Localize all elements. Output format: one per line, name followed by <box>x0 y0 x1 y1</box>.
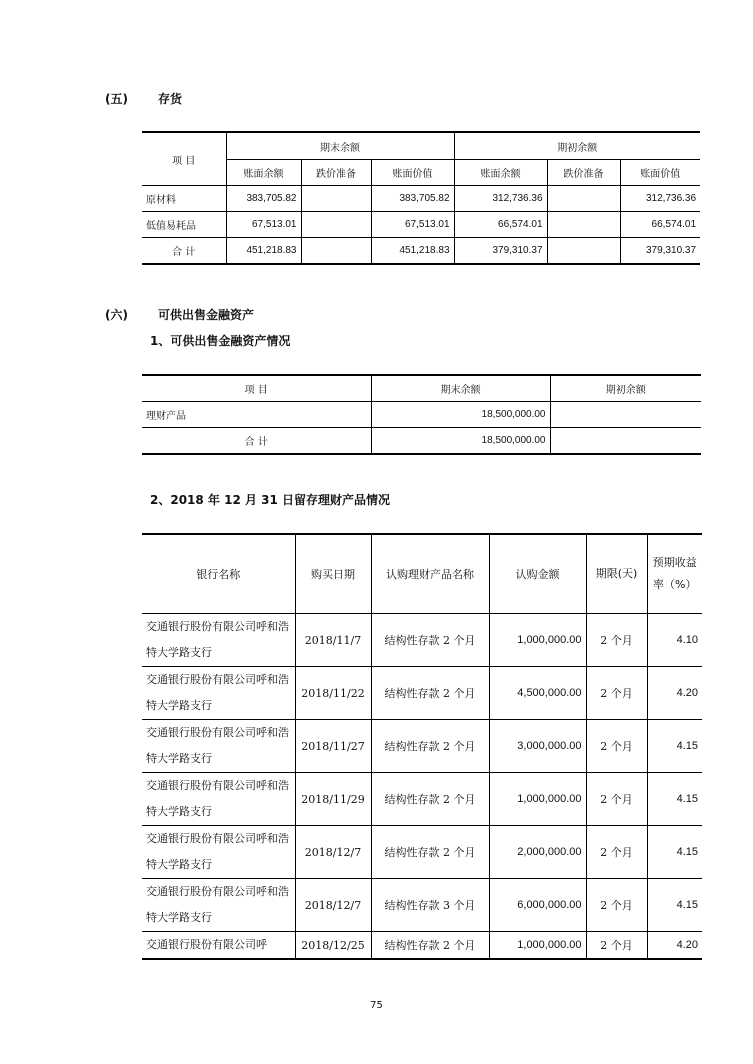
row-label: 原材料 <box>142 186 226 212</box>
product-name: 结构性存款 2 个月 <box>371 614 489 667</box>
cell-value: 18,500,000.00 <box>371 402 550 428</box>
rate: 4.15 <box>647 879 702 932</box>
purchase-date: 2018/12/7 <box>295 879 371 932</box>
term: 2 个月 <box>586 614 647 667</box>
section-5-number: (五) <box>105 92 128 106</box>
cell-value <box>550 428 701 455</box>
sub-header: 账面余额 <box>454 160 547 186</box>
table-row <box>142 212 700 238</box>
header-term: 期限(天) <box>586 534 647 614</box>
cell-value: 383,705.82 <box>371 186 454 212</box>
rate: 4.20 <box>647 667 702 720</box>
sub-header: 跌价准备 <box>547 160 620 186</box>
cell-value: 312,736.36 <box>454 186 547 212</box>
cell-value: 18,500,000.00 <box>371 428 550 455</box>
header-begin-balance: 期初余额 <box>550 375 701 402</box>
row-label: 理财产品 <box>142 402 371 428</box>
table-row <box>142 402 701 428</box>
section-6-number: (六) <box>105 308 128 322</box>
bank-name: 交通银行股份有限公司呼和浩特大学路支行 <box>142 720 295 773</box>
bank-name: 交通银行股份有限公司呼和浩特大学路支行 <box>142 667 295 720</box>
cell-value <box>547 238 620 265</box>
purchase-date: 2018/11/7 <box>295 614 371 667</box>
header-bank: 银行名称 <box>142 534 295 614</box>
header-date: 购买日期 <box>295 534 371 614</box>
purchase-date: 2018/11/22 <box>295 667 371 720</box>
sub-header: 账面价值 <box>371 160 454 186</box>
cell-value <box>547 186 620 212</box>
table-row <box>142 667 702 720</box>
inventory-item-header: 项 目 <box>142 132 226 186</box>
table-row-total <box>142 238 700 265</box>
table-header-row <box>142 375 701 402</box>
product-name: 结构性存款 2 个月 <box>371 667 489 720</box>
table-row-total <box>142 428 701 455</box>
table-row <box>142 932 702 960</box>
bank-name: 交通银行股份有限公司呼和浩特大学路支行 <box>142 826 295 879</box>
cell-value <box>547 212 620 238</box>
amount: 1,000,000.00 <box>489 773 586 826</box>
sub-header: 跌价准备 <box>301 160 371 186</box>
table-row <box>142 720 702 773</box>
product-name: 结构性存款 2 个月 <box>371 826 489 879</box>
product-name: 结构性存款 2 个月 <box>371 932 489 960</box>
subsection-1-title: 1、可供出售金融资产情况 <box>150 334 291 348</box>
bank-name: 交通银行股份有限公司呼 <box>142 932 295 960</box>
product-name: 结构性存款 2 个月 <box>371 720 489 773</box>
cell-value: 379,310.37 <box>620 238 700 265</box>
sub-header: 账面价值 <box>620 160 700 186</box>
amount: 1,000,000.00 <box>489 932 586 960</box>
table-header-row <box>142 534 702 614</box>
row-label: 合 计 <box>142 428 371 455</box>
amount: 1,000,000.00 <box>489 614 586 667</box>
product-name: 结构性存款 2 个月 <box>371 773 489 826</box>
row-label: 合 计 <box>142 238 226 265</box>
cell-value: 451,218.83 <box>226 238 301 265</box>
table-row <box>142 879 702 932</box>
rate: 4.15 <box>647 720 702 773</box>
cell-value <box>301 186 371 212</box>
cell-value: 451,218.83 <box>371 238 454 265</box>
inventory-begin-balance-header: 期初余额 <box>454 132 700 160</box>
rate: 4.20 <box>647 932 702 960</box>
bank-name: 交通银行股份有限公司呼和浩特大学路支行 <box>142 614 295 667</box>
cell-value <box>550 402 701 428</box>
amount: 2,000,000.00 <box>489 826 586 879</box>
cell-value: 66,574.01 <box>620 212 700 238</box>
rate: 4.15 <box>647 826 702 879</box>
purchase-date: 2018/12/25 <box>295 932 371 960</box>
header-rate: 预期收益率（%） <box>647 534 702 614</box>
term: 2 个月 <box>586 879 647 932</box>
inventory-end-balance-header: 期末余额 <box>226 132 454 160</box>
header-end-balance: 期末余额 <box>371 375 550 402</box>
subsection-2-title: 2、2018 年 12 月 31 日留存理财产品情况 <box>150 493 391 507</box>
cell-value <box>301 212 371 238</box>
cell-value: 379,310.37 <box>454 238 547 265</box>
product-name: 结构性存款 3 个月 <box>371 879 489 932</box>
cell-value: 67,513.01 <box>371 212 454 238</box>
header-product: 认购理财产品名称 <box>371 534 489 614</box>
sub-header: 账面余额 <box>226 160 301 186</box>
bank-name: 交通银行股份有限公司呼和浩特大学路支行 <box>142 773 295 826</box>
table-row <box>142 186 700 212</box>
header-item: 项 目 <box>142 375 371 402</box>
term: 2 个月 <box>586 932 647 960</box>
section-6-title: 可供出售金融资产 <box>158 308 255 322</box>
bank-name: 交通银行股份有限公司呼和浩特大学路支行 <box>142 879 295 932</box>
wealth-products-table <box>142 533 702 960</box>
inventory-table <box>142 131 700 265</box>
cell-value: 312,736.36 <box>620 186 700 212</box>
row-label: 低值易耗品 <box>142 212 226 238</box>
table-row <box>142 826 702 879</box>
amount: 3,000,000.00 <box>489 720 586 773</box>
page-number: 75 <box>370 1000 383 1011</box>
header-amount: 认购金额 <box>489 534 586 614</box>
amount: 6,000,000.00 <box>489 879 586 932</box>
cell-value: 66,574.01 <box>454 212 547 238</box>
purchase-date: 2018/12/7 <box>295 826 371 879</box>
amount: 4,500,000.00 <box>489 667 586 720</box>
table-row <box>142 773 702 826</box>
cell-value: 67,513.01 <box>226 212 301 238</box>
term: 2 个月 <box>586 720 647 773</box>
purchase-date: 2018/11/27 <box>295 720 371 773</box>
purchase-date: 2018/11/29 <box>295 773 371 826</box>
section-5-title: 存货 <box>158 92 183 106</box>
term: 2 个月 <box>586 773 647 826</box>
term: 2 个月 <box>586 826 647 879</box>
rate: 4.15 <box>647 773 702 826</box>
cell-value <box>301 238 371 265</box>
table-row <box>142 614 702 667</box>
afs-summary-table <box>142 374 701 455</box>
term: 2 个月 <box>586 667 647 720</box>
rate: 4.10 <box>647 614 702 667</box>
cell-value: 383,705.82 <box>226 186 301 212</box>
